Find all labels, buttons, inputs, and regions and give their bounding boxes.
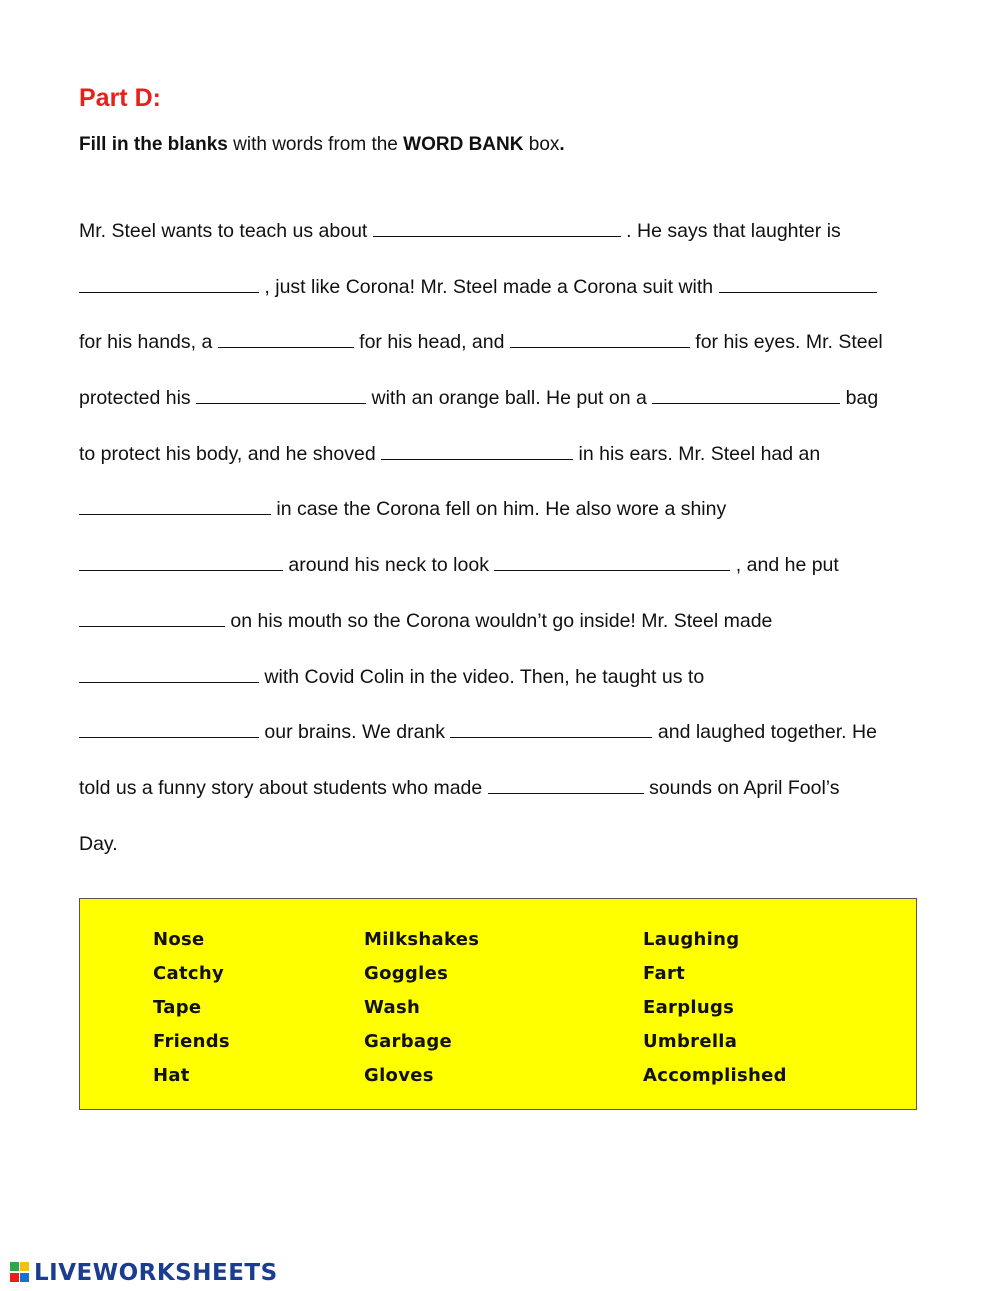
passage-line [79, 328, 929, 384]
passage-line [79, 663, 929, 719]
word-bank-word: Friends [153, 1031, 230, 1052]
blank-7[interactable] [652, 385, 840, 404]
passage-text: to protect his body, and he shoved [79, 442, 382, 465]
blank-6[interactable] [196, 385, 366, 404]
blank-8[interactable] [381, 441, 573, 460]
blank-3[interactable] [719, 274, 877, 293]
passage-text: around his neck to look [283, 554, 495, 577]
blank-12[interactable] [79, 608, 225, 627]
passage-text: on his mouth so the Corona wouldn’t go inside! Mr. Steel made [225, 609, 773, 632]
passage-text: in his ears. Mr. Steel had an [573, 442, 821, 465]
passage-text: for his head, and [353, 331, 510, 354]
passage-line [79, 217, 929, 273]
word-bank-word: Hat [153, 1065, 190, 1086]
word-bank-word: Wash [364, 997, 421, 1018]
word-bank-word: Gloves [364, 1065, 434, 1086]
instructions-text-2: box [523, 134, 560, 155]
word-bank-word: Catchy [153, 963, 224, 984]
blank-9[interactable] [79, 496, 271, 515]
passage [79, 217, 929, 885]
blank-16[interactable] [488, 775, 644, 794]
passage-line [79, 384, 929, 440]
passage-text: sounds on April Fool’s [643, 776, 840, 799]
word-bank-word: Earplugs [643, 997, 735, 1018]
word-bank-box [79, 898, 917, 1110]
passage-text: protected his [79, 387, 197, 410]
blank-14[interactable] [79, 719, 259, 738]
passage-text: Day. [79, 832, 118, 855]
passage-line [79, 551, 929, 607]
passage-text: our brains. We drank [259, 721, 451, 744]
blank-11[interactable] [494, 552, 730, 571]
word-bank-word: Tape [153, 997, 202, 1018]
word-bank-word: Umbrella [643, 1031, 738, 1052]
blank-5[interactable] [510, 329, 690, 348]
word-bank-word: Garbage [364, 1031, 453, 1052]
word-bank-word: Goggles [364, 963, 449, 984]
passage-text: , just like Corona! Mr. Steel made a Corona suit with [259, 275, 719, 298]
blank-4[interactable] [218, 329, 354, 348]
passage-text: with Covid Colin in the video. Then, he taught us to [259, 665, 705, 688]
word-bank-column-1 [153, 923, 230, 1093]
passage-line [79, 273, 929, 329]
passage-text: for his eyes. Mr. Steel [689, 331, 883, 354]
passage-text: Mr. Steel wants to teach us about [79, 220, 373, 242]
liveworksheets-logo[interactable] [10, 1258, 278, 1288]
passage-text: and laughed together. He [652, 721, 877, 744]
instructions [79, 132, 565, 158]
word-bank-word: Accomplished [643, 1065, 787, 1086]
passage-line [79, 774, 929, 830]
passage-text: . He says that laughter is [620, 220, 841, 242]
passage-line [79, 495, 929, 551]
passage-text: bag [840, 387, 879, 410]
blank-15[interactable] [450, 719, 652, 738]
passage-text: with an orange ball. He put on a [366, 387, 653, 410]
passage-text: , and he put [730, 554, 839, 577]
passage-line [79, 718, 929, 774]
part-title: Part D: [79, 84, 161, 112]
word-bank-word: Fart [643, 963, 686, 984]
passage-line [79, 830, 929, 886]
instructions-bold-2: WORD BANK [403, 134, 524, 155]
blank-10[interactable] [79, 552, 283, 571]
word-bank-column-2 [364, 923, 479, 1093]
blank-2[interactable] [79, 274, 259, 293]
word-bank-column-3 [643, 923, 787, 1093]
instructions-bold-3: . [559, 134, 565, 155]
passage-line [79, 607, 929, 663]
blank-1[interactable] [373, 218, 621, 237]
passage-text: for his hands, a [79, 331, 218, 354]
passage-line [79, 440, 929, 496]
word-bank-word: Milkshakes [364, 929, 480, 950]
logo-text: LIVEWORKSHEETS [34, 1260, 278, 1286]
passage-text: in case the Corona fell on him. He also wore a shiny [271, 498, 727, 521]
liveworksheets-cube-icon [10, 1260, 32, 1286]
word-bank-word: Nose [153, 929, 205, 950]
passage-text: told us a funny story about students who made [79, 776, 488, 799]
instructions-text-1: with words from the [227, 134, 404, 155]
instructions-bold-1: Fill in the blanks [79, 134, 228, 155]
word-bank-word: Laughing [643, 929, 740, 950]
blank-13[interactable] [79, 664, 259, 683]
